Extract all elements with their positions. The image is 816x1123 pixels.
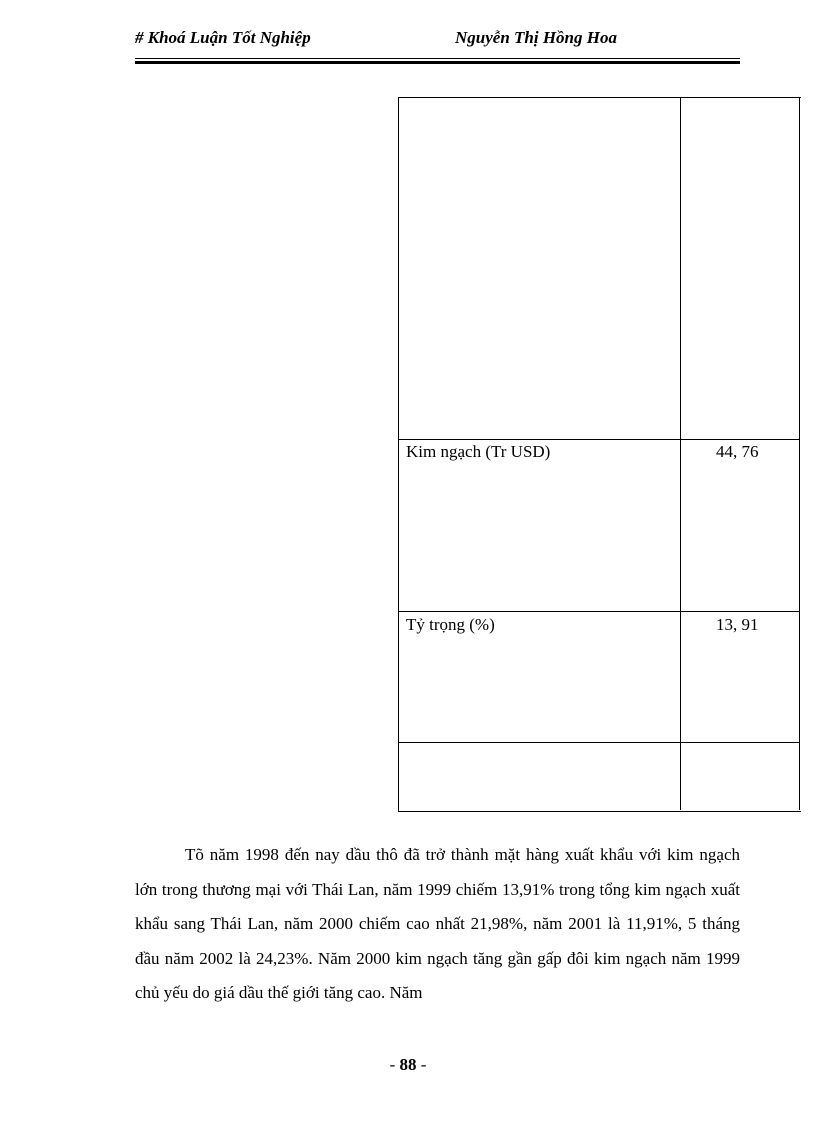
table-row-divider xyxy=(398,611,800,612)
table-right-border xyxy=(799,97,800,810)
table-row-value: 13, 91 xyxy=(716,615,759,634)
table-row-label: Kim ngạch (Tr USD) xyxy=(406,442,551,461)
header-title: # Khoá Luận Tốt Nghiệp xyxy=(135,28,311,47)
page-suffix: - xyxy=(416,1055,427,1074)
paragraph-text: Tõ năm 1998 đến nay dầu thô đã trở thành mặt hàng xuất khẩu với kim ngạch lớn trong thương mại với Thái Lan, năm 1999 chiếm 13,91% trong tổng kim ngạch xuất khẩu sang Thái Lan, năm 2000 chiếm cao nhất 21,98%, năm 2001 là 11,91%, 5 tháng đầu năm 2002 là 24,23%. Năm 2000 kim ngạch tăng gần gấp đôi kim ngạch năm 1999 chủ yếu do giá dầu thế giới tăng cao. Năm xyxy=(135,845,740,1002)
header-author: Nguyễn Thị Hồng Hoa xyxy=(455,28,617,47)
body-paragraph xyxy=(135,838,740,1011)
table-row-value: 44, 76 xyxy=(716,442,759,461)
header-rule-thin xyxy=(135,58,740,59)
table-row-divider xyxy=(398,439,800,440)
header-rule-thick xyxy=(135,61,740,64)
table-column-divider xyxy=(680,97,681,810)
table-row-label: Tỷ trọng (%) xyxy=(406,615,495,634)
page-number-value: 88 xyxy=(399,1055,417,1074)
page-number xyxy=(0,1055,816,1075)
page-prefix: - xyxy=(389,1055,400,1074)
table-row-divider xyxy=(398,742,800,743)
